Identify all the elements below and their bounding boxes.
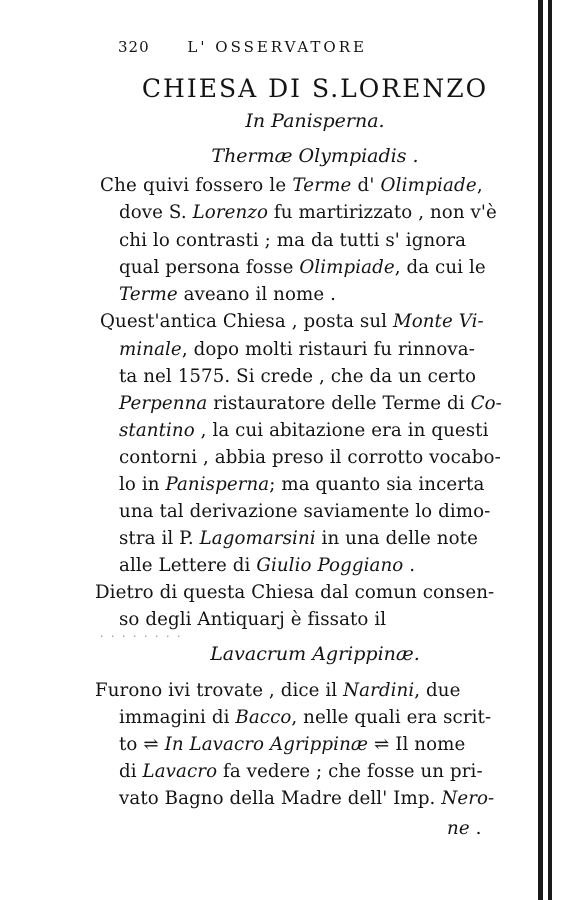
text-segment: Quest'antica Chiesa , posta sul (100, 311, 393, 332)
text-line (119, 530, 478, 548)
italic-text-segment: Lagomarsini (199, 528, 316, 549)
italic-text-segment: Terme (119, 284, 178, 305)
italic-text-segment: Nero- (441, 788, 495, 809)
text-segment: ta nel 1575. Si crede , che da un certo (119, 366, 477, 387)
text-line (119, 232, 466, 250)
text-segment: , (476, 175, 483, 196)
chapter-title: CHIESA DI S.LORENZO (141, 74, 489, 103)
text-segment: , due (414, 680, 461, 701)
text-segment: di (119, 761, 143, 782)
italic-text-segment: Lavacro (142, 761, 218, 782)
text-segment: , dopo molti ristauri fu rinnova- (181, 339, 475, 360)
text-line (100, 313, 484, 331)
italic-text-segment: Perpenna (119, 393, 208, 414)
italic-text-segment: ne (447, 818, 470, 839)
text-line (119, 736, 465, 754)
text-segment: d' (351, 175, 381, 196)
text-segment: ⇌ Il nome (368, 734, 466, 755)
text-segment: , la cui abitazione era in questi (194, 420, 489, 441)
text-segment: alle Lettere di (119, 555, 257, 576)
text-line (119, 611, 386, 629)
italic-text-segment: Panisperna (165, 474, 270, 495)
text-segment: chi lo contrasti ; ma da tutti s' ignora (119, 230, 467, 251)
page-edge-shadow (538, 0, 543, 900)
page-number: 320 (118, 38, 150, 56)
italic-text-segment: Giulio Poggiano (256, 555, 404, 576)
text-segment: fu martirizzato , non v'è (268, 202, 497, 223)
italic-text-segment: Olimpiade (380, 175, 477, 196)
italic-text-segment: minale (119, 339, 182, 360)
italic-text-segment: Lorenzo (192, 202, 269, 223)
text-segment: stra il P. (119, 528, 200, 549)
page-edge-shadow (548, 0, 552, 900)
text-line (119, 763, 483, 781)
text-line (119, 204, 497, 222)
text-line (119, 341, 475, 359)
running-head (118, 38, 367, 56)
catchword-line (447, 820, 481, 838)
text-segment: so degli Antiquarj è fissato il (119, 609, 387, 630)
text-segment: , nelle quali era scrit- (291, 707, 492, 728)
italic-text-segment: Co- (470, 393, 502, 414)
section-heading-lavacrum: Lavacrum Agrippinæ. (210, 643, 420, 665)
text-line (119, 557, 415, 575)
italic-text-segment: Bacco (235, 707, 292, 728)
text-segment: . (469, 818, 482, 839)
text-segment: aveano il nome . (177, 284, 336, 305)
text-line (119, 286, 336, 304)
italic-text-segment: Terme (292, 175, 352, 196)
text-segment: ristauratore delle Terme di (207, 393, 471, 414)
italic-text-segment: Nardini (343, 680, 415, 701)
text-segment: ; ma quanto sia incerta (269, 474, 485, 495)
text-segment: immagini di (119, 707, 236, 728)
text-line (119, 709, 491, 727)
running-title: L' OSSERVATORE (187, 38, 367, 56)
text-segment: to ⇌ (119, 734, 165, 755)
italic-text-segment: Monte Vi- (392, 311, 484, 332)
text-segment: Dietro di questa Chiesa dal comun consen- (95, 582, 495, 603)
text-line (119, 395, 502, 413)
text-line (119, 422, 489, 440)
text-segment: in una delle note (315, 528, 478, 549)
text-segment: dove S. (119, 202, 193, 223)
text-line (119, 503, 490, 521)
bleed-through-marks: · · · · · · · · (100, 630, 183, 643)
text-segment: fa vedere ; che fosse un pri- (217, 761, 483, 782)
text-segment: Che quivi fossero le (100, 175, 293, 196)
text-line (119, 476, 484, 494)
text-line (119, 790, 494, 808)
italic-text-segment: stantino (119, 420, 195, 441)
text-line (95, 584, 494, 602)
section-heading-thermae: Thermæ Olympiadis . (211, 145, 419, 167)
chapter-subtitle: In Panisperna. (245, 110, 385, 132)
text-segment: contorni , abbia preso il corrotto vocabo- (119, 447, 501, 468)
italic-text-segment: In Lavacro Agrippinæ (164, 734, 369, 755)
text-line (95, 682, 460, 700)
text-segment: una tal derivazione saviamente lo dimo- (119, 501, 491, 522)
text-line (119, 368, 476, 386)
italic-text-segment: Olimpiade (299, 257, 395, 278)
text-segment: , da cui le (394, 257, 486, 278)
text-line (100, 177, 483, 195)
text-line (119, 449, 501, 467)
text-segment: . (403, 555, 416, 576)
text-segment: vato Bagno della Madre dell' Imp. (119, 788, 442, 809)
text-segment: qual persona fosse (119, 257, 300, 278)
text-line (119, 259, 486, 277)
text-segment: lo in (119, 474, 166, 495)
text-segment: Furono ivi trovate , dice il (95, 680, 344, 701)
